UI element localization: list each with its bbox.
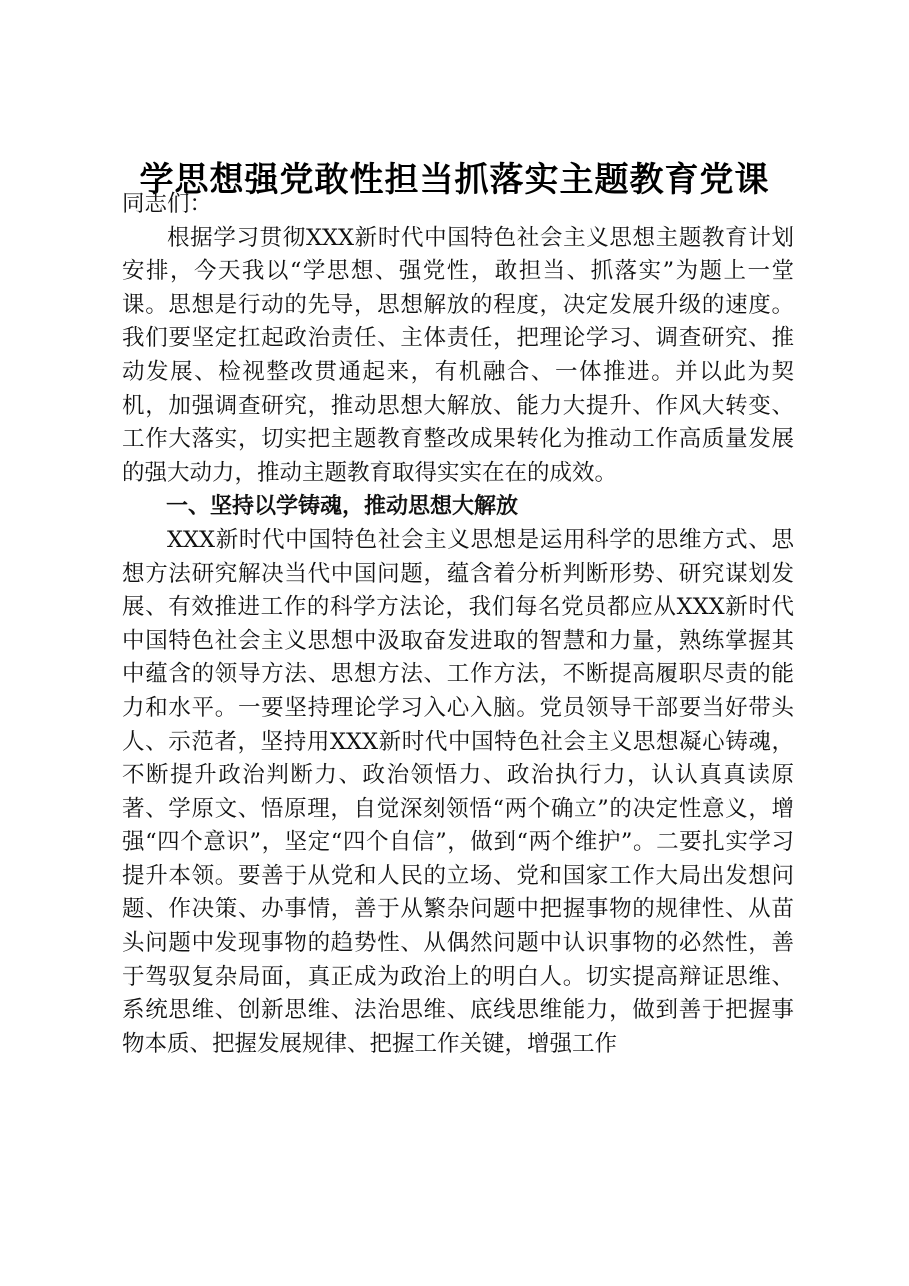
section-heading: 一、坚持以学铸魂，推动思想大解放: [166, 494, 519, 520]
salutation: 同志们：: [122, 191, 213, 217]
document-title: 学思想强党敢性担当抓落实主题教育党课: [139, 160, 770, 200]
document-body: [122, 188, 794, 1061]
intro-paragraph: 根据学习贯彻XXX新时代中国特色社会主义思想主题教育计划安排，今天我以“学思想、强党性，敢担当、抓落实”为题上一堂课。思想是行动的先导，思想解放的程度，决定发展升级的速度。我们要坚定扛起政治责任、主体责任，把理论学习、调查研究、推动发展、检视整改贯通起来，有机融合、一体推进。并以此为契机，加强调查研究，推动思想大解放、能力大提升、作风大转变、工作大落实，切实把主题教育整改成果转化为推动工作高质量发展的强大动力，推动主题教育取得实实在在的成效。: [122, 224, 794, 486]
section-paragraph: XXX新时代中国特色社会主义思想是运用科学的思维方式、思想方法研究解决当代中国问题，蕴含着分析判断形势、研究谋划发展、有效推进工作的科学方法论，我们每名党员都应从XXX新时代中国特色社会主义思想中汲取奋发进取的智慧和力量，熟练掌握其中蕴含的领导方法、思想方法、工作方法，不断提高履职尽责的能力和水平。一要坚持理论学习入心入脑。党员领导干部要当好带头人、示范者，坚持用XXX新时代中国特色社会主义思想凝心铸魂，不断提升政治判断力、政治领悟力、政治执行力，认认真真读原著、学原文、悟原理，自觉深刻领悟“两个确立”的决定性意义，增强“四个意识”，坚定“四个自信”，做到“两个维护”。二要扎实学习提升本领。要善于从党和人民的立场、党和国家工作大局出发想问题、作决策、办事情，善于从繁杂问题中把握事物的规律性、从苗头问题中发现事物的趋势性、从偶然问题中认识事物的必然性，善于驾驭复杂局面，真正成为政治上的明白人。切实提高辩证思维、系统思维、创新思维、法治思维、底线思维能力，做到善于把握事物本质、把握发展规律、把握工作关键，增强工作: [122, 526, 794, 1057]
